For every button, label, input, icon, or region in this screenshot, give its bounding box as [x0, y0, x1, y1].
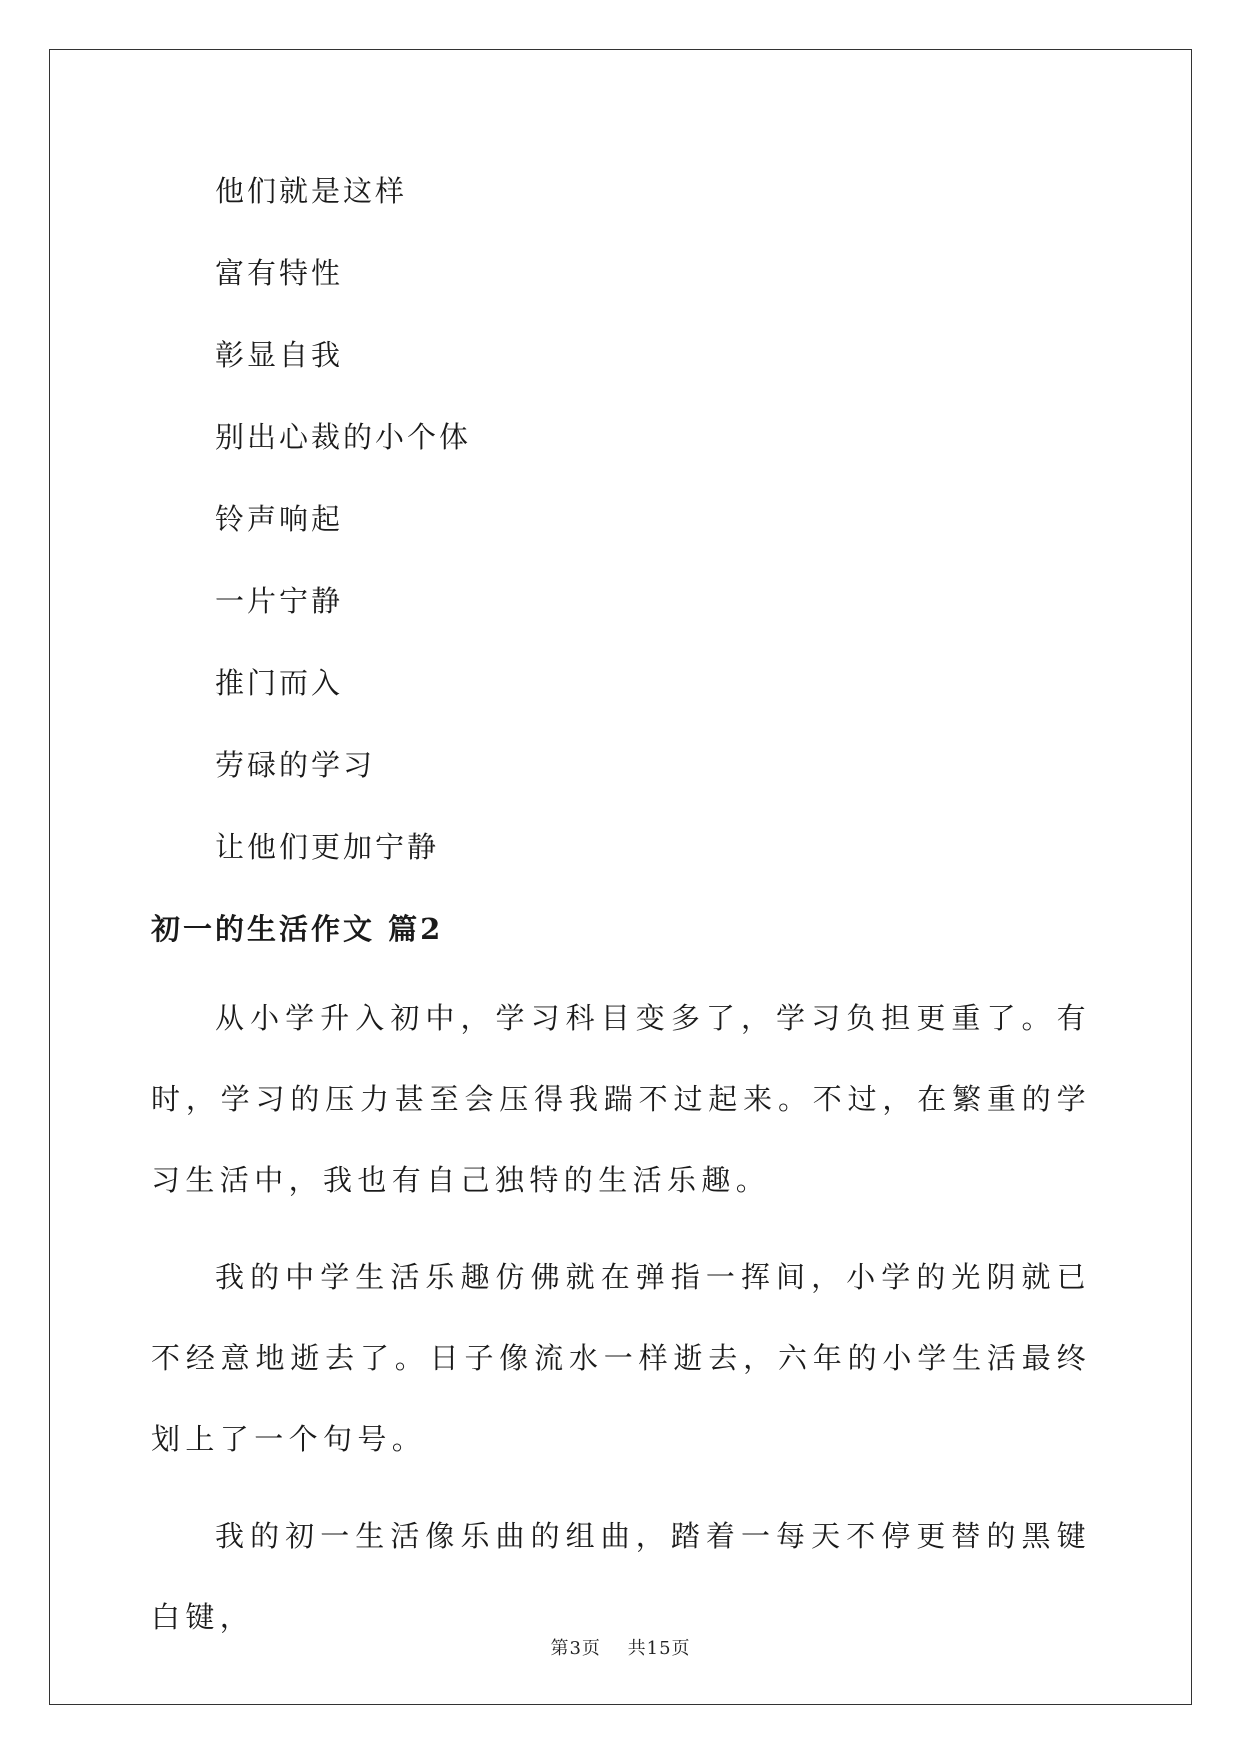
poem-line: 铃声响起	[215, 502, 344, 536]
body-paragraph: 我的中学生活乐趣仿佛就在弹指一挥间，小学的光阴就已不经意地逝去了。日子像流水一样逝去，六年的小学生活最终划上了一个句号。	[151, 1260, 1091, 1456]
page-footer	[0, 1634, 1241, 1660]
page-number: 第3页	[550, 1638, 601, 1659]
poem-line: 一片宁静	[215, 584, 344, 618]
page-total: 共15页	[627, 1638, 691, 1659]
poem-line: 富有特性	[215, 256, 344, 290]
section-heading: 初一的生活作文 篇2	[151, 912, 444, 946]
poem-line: 劳碌的学习	[215, 748, 376, 782]
body-paragraph: 从小学升入初中，学习科目变多了，学习负担更重了。有时，学习的压力甚至会压得我踹不过起来。不过，在繁重的学习生活中，我也有自己独特的生活乐趣。	[151, 1001, 1091, 1197]
poem-line: 他们就是这样	[215, 174, 408, 208]
poem-line: 让他们更加宁静	[215, 830, 440, 864]
poem-line: 推门而入	[215, 666, 344, 700]
body-paragraph: 我的初一生活像乐曲的组曲，踏着一每天不停更替的黑键白键，	[151, 1519, 1091, 1634]
document-body	[151, 158, 1091, 1674]
poem-line: 别出心裁的小个体	[215, 420, 472, 454]
poem-line: 彰显自我	[215, 338, 344, 372]
